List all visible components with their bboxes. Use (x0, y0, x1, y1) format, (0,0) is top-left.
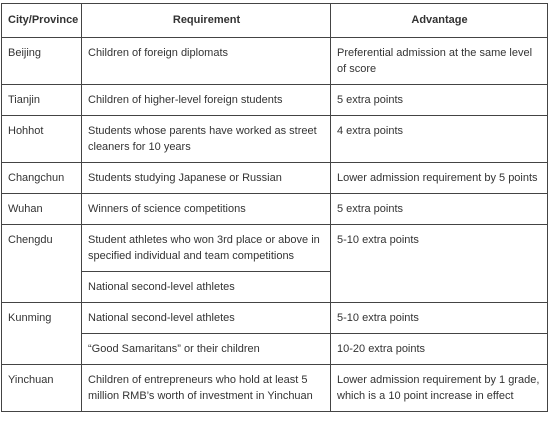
admission-bonus-table (1, 3, 548, 412)
advantage-cell: 10-20 extra points (331, 334, 548, 365)
requirement-cell: Children of entrepreneurs who hold at least 5 million RMB’s worth of investment in Yinchuan (82, 365, 331, 412)
advantage-cell: Preferential admission at the same level of score (331, 38, 548, 85)
requirement-cell: National second-level athletes (82, 303, 331, 334)
table-row (2, 85, 548, 116)
requirement-cell: Winners of science competitions (82, 194, 331, 225)
table-row (2, 163, 548, 194)
advantage-cell: 5 extra points (331, 194, 548, 225)
header-city-province: City/Province (2, 4, 82, 38)
requirement-cell: Children of higher-level foreign students (82, 85, 331, 116)
table-row (2, 225, 548, 272)
requirement-cell: “Good Samaritans” or their children (82, 334, 331, 365)
city-cell: Tianjin (2, 85, 82, 116)
admission-table-container (1, 3, 547, 412)
city-cell: Yinchuan (2, 365, 82, 412)
header-requirement: Requirement (82, 4, 331, 38)
requirement-cell: Student athletes who won 3rd place or above in specified individual and team competitions (82, 225, 331, 272)
city-cell: Beijing (2, 38, 82, 85)
header-advantage: Advantage (331, 4, 548, 38)
city-cell: Kunming (2, 303, 82, 365)
advantage-cell: 5-10 extra points (331, 303, 548, 334)
city-cell: Changchun (2, 163, 82, 194)
city-cell: Chengdu (2, 225, 82, 303)
advantage-cell: 4 extra points (331, 116, 548, 163)
city-cell: Hohhot (2, 116, 82, 163)
table-row (2, 116, 548, 163)
city-cell: Wuhan (2, 194, 82, 225)
table-header-row (2, 4, 548, 38)
advantage-cell: Lower admission requirement by 5 points (331, 163, 548, 194)
table-row (2, 303, 548, 334)
advantage-cell: Lower admission requirement by 1 grade, which is a 10 point increase in effect (331, 365, 548, 412)
advantage-cell: 5-10 extra points (331, 225, 548, 303)
table-row (2, 194, 548, 225)
table-row (2, 334, 548, 365)
table-row (2, 365, 548, 412)
requirement-cell: Students whose parents have worked as street cleaners for 10 years (82, 116, 331, 163)
requirement-cell: Students studying Japanese or Russian (82, 163, 331, 194)
requirement-cell: National second-level athletes (82, 272, 331, 303)
table-row (2, 38, 548, 85)
requirement-cell: Children of foreign diplomats (82, 38, 331, 85)
advantage-cell: 5 extra points (331, 85, 548, 116)
